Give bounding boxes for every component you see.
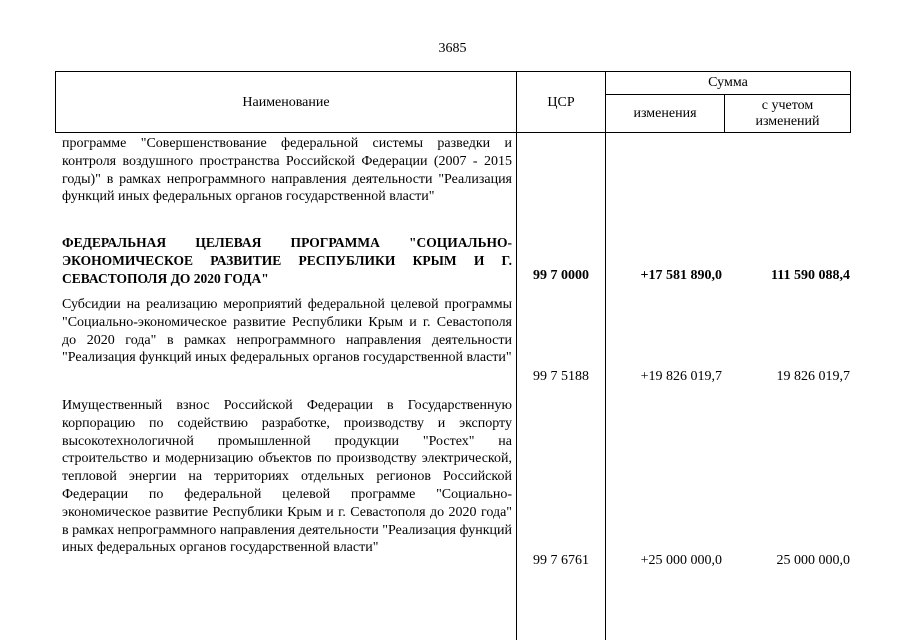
row-name: программе "Совершенствование федеральной системы разведки и контроля воздушного пространства Российской Федерации (2007 - 2015 годы)" в рамках непрограммного направления деятельности "Реализация функций иных федеральных органов государственной власти" — [62, 136, 512, 205]
row-name: ФЕДЕРАЛЬНАЯ ЦЕЛЕВАЯ ПРОГРАММА "СОЦИАЛЬНО-ЭКОНОМИЧЕСКОЕ РАЗВИТИЕ РЕСПУБЛИКИ КРЫМ И Г. СЕВАСТОПОЛЯ ДО 2020 ГОДА" — [62, 235, 512, 286]
header-change: изменения — [633, 106, 697, 121]
row-csr: 99 7 5188 — [533, 369, 589, 384]
row-total: 111 590 088,4 — [771, 268, 850, 283]
row-name: Имущественный взнос Российской Федерации в Государственную корпорацию по содействию разработке, производству и экспорту высокотехнологичной промышленной продукции "Ростех" на строительство и модернизацию объектов по производству электрической, тепловой энергии на территориях отдельных регионов Российской Федерации по федеральной целевой программе "Социально-экономическое развитие Республики Крым и г. Севастополя до 2020 года" в рамках непрограммного направления деятельности "Реализация функций иных федеральных органов государственной власти" — [62, 398, 512, 556]
header-sum: Сумма — [708, 75, 748, 90]
row-change: +19 826 019,7 — [640, 369, 722, 384]
row-total: 19 826 019,7 — [776, 369, 850, 384]
header-right-border — [850, 71, 851, 133]
row-total: 25 000 000,0 — [776, 553, 850, 568]
header-bottom-border — [55, 132, 851, 133]
header-csr: ЦСР — [547, 95, 575, 110]
sum-divider — [605, 94, 851, 95]
row-name: Субсидии на реализацию мероприятий федеральной целевой программы "Социально-экономическое развитие Республики Крым и г. Севастополя до 2020 года" в рамках непрограммного направления деятельности "Реализация функций иных федеральных органов государственной власти" — [62, 297, 512, 366]
page-number: 3685 — [438, 41, 467, 56]
header-with-change-line2: изменений — [755, 114, 820, 129]
header-name: Наименование — [242, 95, 330, 110]
row-csr: 99 7 0000 — [533, 268, 589, 283]
header-top-border — [55, 71, 851, 72]
header-with-change-line1: с учетом — [761, 98, 814, 113]
row-csr: 99 7 6761 — [533, 553, 589, 568]
row-change: +25 000 000,0 — [640, 553, 722, 568]
row-change: +17 581 890,0 — [640, 268, 722, 283]
